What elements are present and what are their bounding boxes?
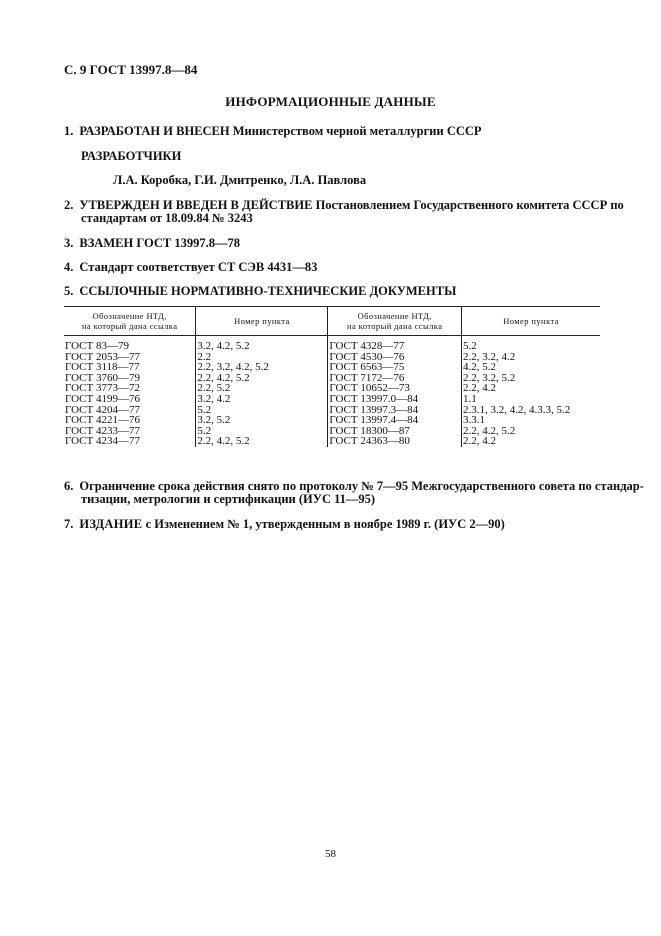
doc-cell: ГОСТ 4530—76 xyxy=(328,352,462,363)
item-6-line2: тизации, метрологии и сертификации (ИУС 11—95) xyxy=(81,492,376,506)
col-header-clause-right: Номер пункта xyxy=(462,307,600,336)
item-4-text: Стандарт соответствует СТ СЭВ 4431—83 xyxy=(79,260,318,274)
reference-documents-table xyxy=(64,306,600,447)
item-7-text: с Изменением № 1, утвержденным в ноябре 1989 г. (ИУС 2—90) xyxy=(145,517,505,531)
page-header: С. 9 ГОСТ 13997.8—84 xyxy=(64,62,198,77)
clause-cell: 2.2, 4.2, 5.2 xyxy=(462,426,600,437)
item-2-number: 2. xyxy=(64,198,74,212)
col-header-doc-right xyxy=(328,307,462,336)
clause-cell: 5.2 xyxy=(462,336,600,352)
clause-cell: 2.2, 3.2, 4.2, 5.2 xyxy=(196,362,328,373)
clause-cell: 2.3.1, 3.2, 4.2, 4.3.3, 5.2 xyxy=(462,405,600,416)
clause-cell: 3.3.1 xyxy=(462,415,600,426)
doc-cell: ГОСТ 4233—77 xyxy=(65,424,140,437)
item-2-line1: Постановлением Государственного комитета СССР по xyxy=(315,198,624,212)
developers-subhead: РАЗРАБОТЧИКИ xyxy=(81,149,182,163)
table-row xyxy=(64,436,600,447)
item-1-text: Министерством черной металлургии СССР xyxy=(232,124,482,138)
clause-cell: 2.2, 4.2, 5.2 xyxy=(196,436,328,447)
clause-cell: 3.2, 5.2 xyxy=(196,415,328,426)
doc-cell: ГОСТ 24363—80 xyxy=(328,436,462,447)
doc-cell: ГОСТ 13997.0—84 xyxy=(328,394,462,405)
clause-cell: 2.2, 3.2, 4.2 xyxy=(462,352,600,363)
doc-cell: ГОСТ 3773—72 xyxy=(65,382,140,395)
clause-cell: 3.2, 4.2 xyxy=(196,394,328,405)
doc-cell: ГОСТ 4199—76 xyxy=(65,392,140,405)
col-header-doc-right-line1: Обозначение НТД, xyxy=(357,311,432,321)
col-header-doc-left-line2: на который дана ссылка xyxy=(81,321,178,331)
clause-cell: 4.2, 5.2 xyxy=(462,362,600,373)
doc-cell: ГОСТ 2053—77 xyxy=(65,350,140,363)
item-2-line2: стандартам от 18.09.84 № 3243 xyxy=(81,211,253,225)
clause-cell: 2.2 xyxy=(196,352,328,363)
table-row xyxy=(64,394,600,405)
clause-cell: 2.2, 4.2 xyxy=(462,436,600,447)
doc-cell: ГОСТ 3760—79 xyxy=(65,371,140,384)
doc-cell: ГОСТ 4328—77 xyxy=(328,336,462,352)
item-5 xyxy=(64,284,456,299)
clause-cell: 3.2, 4.2, 5.2 xyxy=(196,336,328,352)
doc-cell: ГОСТ 18300—87 xyxy=(328,426,462,437)
item-7 xyxy=(64,517,505,532)
table-header-row xyxy=(64,307,600,336)
doc-cell: ГОСТ 83—79 xyxy=(65,340,129,352)
page-number: 58 xyxy=(325,848,336,860)
col-header-doc-right-line2: на который дана ссылка xyxy=(347,321,443,331)
doc-cell: ГОСТ 3118—77 xyxy=(65,361,140,374)
item-1-number: 1. xyxy=(64,124,74,138)
doc-cell: ГОСТ 10652—73 xyxy=(328,383,462,394)
col-header-doc-left-line1: Обозначение НТД, xyxy=(92,311,167,321)
item-3-number: 3. xyxy=(64,236,74,250)
doc-cell: ГОСТ 13997.4—84 xyxy=(328,415,462,426)
col-header-doc-left xyxy=(64,307,196,336)
doc-cell: ГОСТ 13997.3—84 xyxy=(328,405,462,416)
item-6-number: 6. xyxy=(64,479,74,493)
item-4-number: 4. xyxy=(64,260,74,274)
doc-cell: ГОСТ 6563—75 xyxy=(328,362,462,373)
item-1 xyxy=(64,124,482,139)
doc-cell: ГОСТ 4204—77 xyxy=(65,403,140,416)
item-4 xyxy=(64,260,317,275)
clause-cell: 5.2 xyxy=(196,405,328,416)
clause-cell: 2.2, 4.2, 5.2 xyxy=(196,373,328,384)
item-2-lead: УТВЕРЖДЕН И ВВЕДЕН В ДЕЙСТВИЕ xyxy=(79,198,313,212)
clause-cell: 2.2, 5.2 xyxy=(196,383,328,394)
item-3-text: ВЗАМЕН ГОСТ 13997.8—78 xyxy=(79,236,240,250)
clause-cell: 1.1 xyxy=(462,394,600,405)
item-7-lead: ИЗДАНИЕ xyxy=(79,517,143,531)
doc-cell: ГОСТ 4221—76 xyxy=(65,414,140,427)
developers-names: Л.А. Коробка, Г.И. Дмитренко, Л.А. Павлова xyxy=(113,173,367,187)
item-3 xyxy=(64,236,240,251)
clause-cell: 5.2 xyxy=(196,426,328,437)
doc-cell: ГОСТ 7172—76 xyxy=(328,373,462,384)
clause-cell: 2.2, 3.2, 5.2 xyxy=(462,373,600,384)
item-7-number: 7. xyxy=(64,517,74,531)
col-header-clause-left: Номер пункта xyxy=(196,307,328,336)
section-title: ИНФОРМАЦИОННЫЕ ДАННЫЕ xyxy=(225,94,436,109)
item-1-lead: РАЗРАБОТАН И ВНЕСЕН xyxy=(79,124,230,138)
clause-cell: 2.2, 4.2 xyxy=(462,383,600,394)
doc-cell: ГОСТ 4234—77 xyxy=(65,435,140,448)
item-6-line1: Ограничение срока действия снято по протоколу № 7—95 Межгосударственного совета по стандар- xyxy=(79,479,644,493)
item-5-number: 5. xyxy=(64,284,74,298)
item-5-text: ССЫЛОЧНЫЕ НОРМАТИВНО-ТЕХНИЧЕСКИЕ ДОКУМЕНТЫ xyxy=(79,284,457,298)
table-row xyxy=(64,336,600,352)
